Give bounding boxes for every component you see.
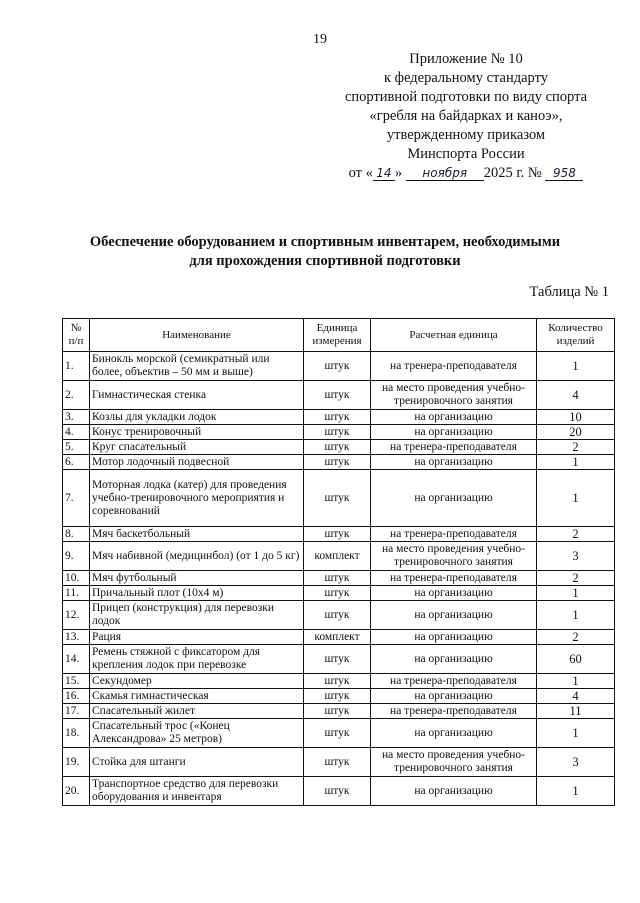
order-date-line xyxy=(330,164,602,183)
table-row xyxy=(63,410,615,425)
appendix-line-4: «гребля на байдарках и каноэ», xyxy=(369,108,563,124)
row-name: Мяч баскетбольный xyxy=(90,527,304,542)
row-unit: комплект xyxy=(304,542,371,571)
row-number: 19. xyxy=(63,748,90,777)
document-title xyxy=(60,233,590,271)
row-name: Спасательный трос («Конец Александрова» 25 метров) xyxy=(90,719,304,748)
row-quantity: 4 xyxy=(537,381,615,410)
row-quantity: 4 xyxy=(537,689,615,704)
row-calc-unit: на организацию xyxy=(371,777,537,806)
page-number: 19 xyxy=(313,32,327,47)
row-number: 13. xyxy=(63,630,90,645)
table-row xyxy=(63,630,615,645)
row-quantity: 20 xyxy=(537,425,615,440)
year-text: 2025 г. № xyxy=(483,165,542,181)
header-unit: Единица измерения xyxy=(304,319,371,352)
row-number: 16. xyxy=(63,689,90,704)
row-number: 12. xyxy=(63,601,90,630)
table-row xyxy=(63,425,615,440)
row-unit: штук xyxy=(304,410,371,425)
row-name: Ремень стяжной с фиксатором для крепления лодок при перевозке xyxy=(90,645,304,674)
table-row xyxy=(63,527,615,542)
row-name: Козлы для укладки лодок xyxy=(90,410,304,425)
row-unit: штук xyxy=(304,571,371,586)
row-name: Гимнастическая стенка xyxy=(90,381,304,410)
row-name: Стойка для штанги xyxy=(90,748,304,777)
header-quantity: Количество изделий xyxy=(537,319,615,352)
row-calc-unit: на место проведения учебно-тренировочного занятия xyxy=(371,542,537,571)
table-row xyxy=(63,689,615,704)
row-name: Скамья гимнастическая xyxy=(90,689,304,704)
row-unit: комплект xyxy=(304,630,371,645)
row-calc-unit: на организацию xyxy=(371,689,537,704)
table-row xyxy=(63,542,615,571)
table-row xyxy=(63,719,615,748)
row-name: Мяч футбольный xyxy=(90,571,304,586)
table-row xyxy=(63,748,615,777)
header-number: № п/п xyxy=(63,319,90,352)
handwritten-order-number: 958 xyxy=(545,167,583,181)
row-calc-unit: на тренера-преподавателя xyxy=(371,440,537,455)
row-name: Конус тренировочный xyxy=(90,425,304,440)
row-unit: штук xyxy=(304,470,371,527)
row-number: 1. xyxy=(63,352,90,381)
table-label: Таблица № 1 xyxy=(529,284,609,300)
table-row xyxy=(63,777,615,806)
row-calc-unit: на тренера-преподавателя xyxy=(371,704,537,719)
row-number: 20. xyxy=(63,777,90,806)
row-unit: штук xyxy=(304,748,371,777)
appendix-line-6: Минспорта России xyxy=(407,146,525,162)
row-unit: штук xyxy=(304,586,371,601)
row-quantity: 60 xyxy=(537,645,615,674)
row-number: 3. xyxy=(63,410,90,425)
row-calc-unit: на организацию xyxy=(371,601,537,630)
row-quantity: 2 xyxy=(537,527,615,542)
date-mid: » xyxy=(394,165,403,181)
header-name: Наименование xyxy=(90,319,304,352)
row-quantity: 2 xyxy=(537,630,615,645)
row-unit: штук xyxy=(304,601,371,630)
appendix-block xyxy=(330,50,602,183)
appendix-line-1: Приложение № 10 xyxy=(409,51,523,67)
row-number: 18. xyxy=(63,719,90,748)
table-row xyxy=(63,455,615,470)
row-name: Мотор лодочный подвесной xyxy=(90,455,304,470)
equipment-table xyxy=(62,318,615,806)
row-name: Бинокль морской (семикратный или более, объектив – 50 мм и выше) xyxy=(90,352,304,381)
handwritten-month: ноября xyxy=(406,167,484,181)
table-row xyxy=(63,571,615,586)
row-calc-unit: на организацию xyxy=(371,645,537,674)
appendix-line-5: утвержденному приказом xyxy=(386,127,546,143)
row-calc-unit: на организацию xyxy=(371,719,537,748)
row-number: 15. xyxy=(63,674,90,689)
row-unit: штук xyxy=(304,352,371,381)
row-quantity: 1 xyxy=(537,470,615,527)
appendix-line-2: к федеральному стандарту xyxy=(384,70,548,86)
row-number: 7. xyxy=(63,470,90,527)
row-quantity: 1 xyxy=(537,719,615,748)
row-quantity: 1 xyxy=(537,586,615,601)
row-unit: штук xyxy=(304,527,371,542)
table-header-row xyxy=(63,319,615,352)
row-quantity: 1 xyxy=(537,674,615,689)
row-number: 11. xyxy=(63,586,90,601)
row-number: 17. xyxy=(63,704,90,719)
row-number: 4. xyxy=(63,425,90,440)
appendix-line-3: спортивной подготовки по виду спорта xyxy=(344,89,588,105)
row-unit: штук xyxy=(304,777,371,806)
table-row xyxy=(63,674,615,689)
row-name: Мяч набивной (медицинбол) (от 1 до 5 кг) xyxy=(90,542,304,571)
row-unit: штук xyxy=(304,455,371,470)
row-name: Причальный плот (10х4 м) xyxy=(90,586,304,601)
row-quantity: 2 xyxy=(537,440,615,455)
row-calc-unit: на организацию xyxy=(371,630,537,645)
row-number: 9. xyxy=(63,542,90,571)
table-row xyxy=(63,352,615,381)
row-calc-unit: на организацию xyxy=(371,425,537,440)
row-unit: штук xyxy=(304,704,371,719)
table-row xyxy=(63,645,615,674)
row-number: 10. xyxy=(63,571,90,586)
row-name: Прицеп (конструкция) для перевозки лодок xyxy=(90,601,304,630)
row-quantity: 10 xyxy=(537,410,615,425)
row-name: Рация xyxy=(90,630,304,645)
header-calc-unit: Расчетная единица xyxy=(371,319,537,352)
row-quantity: 1 xyxy=(537,352,615,381)
row-unit: штук xyxy=(304,645,371,674)
row-calc-unit: на тренера-преподавателя xyxy=(371,571,537,586)
title-line-1: Обеспечение оборудованием и спортивным инвентарем, необходимыми xyxy=(89,234,561,250)
row-number: 5. xyxy=(63,440,90,455)
table-row xyxy=(63,381,615,410)
row-quantity: 2 xyxy=(537,571,615,586)
row-name: Секундомер xyxy=(90,674,304,689)
row-quantity: 1 xyxy=(537,601,615,630)
row-number: 2. xyxy=(63,381,90,410)
row-calc-unit: на организацию xyxy=(371,586,537,601)
title-line-2: для прохождения спортивной подготовки xyxy=(189,253,461,269)
row-quantity: 1 xyxy=(537,777,615,806)
table-row xyxy=(63,601,615,630)
row-name: Моторная лодка (катер) для проведения учебно-тренировочного мероприятия и соревнований xyxy=(90,470,304,527)
row-number: 6. xyxy=(63,455,90,470)
row-quantity: 11 xyxy=(537,704,615,719)
row-calc-unit: на тренера-преподавателя xyxy=(371,352,537,381)
table-row xyxy=(63,586,615,601)
row-unit: штук xyxy=(304,689,371,704)
row-unit: штук xyxy=(304,674,371,689)
row-number: 14. xyxy=(63,645,90,674)
row-name: Спасательный жилет xyxy=(90,704,304,719)
row-unit: штук xyxy=(304,381,371,410)
table-row xyxy=(63,704,615,719)
row-quantity: 3 xyxy=(537,542,615,571)
row-unit: штук xyxy=(304,440,371,455)
row-quantity: 3 xyxy=(537,748,615,777)
table-row xyxy=(63,470,615,527)
date-prefix: от « xyxy=(348,165,373,181)
row-name: Транспортное средство для перевозки оборудования и инвентаря xyxy=(90,777,304,806)
row-calc-unit: на организацию xyxy=(371,410,537,425)
row-calc-unit: на организацию xyxy=(371,455,537,470)
row-calc-unit: на место проведения учебно-тренировочного занятия xyxy=(371,748,537,777)
table-row xyxy=(63,440,615,455)
row-number: 8. xyxy=(63,527,90,542)
row-unit: штук xyxy=(304,425,371,440)
row-calc-unit: на организацию xyxy=(371,470,537,527)
handwritten-day: 14 xyxy=(373,167,395,181)
row-calc-unit: на тренера-преподавателя xyxy=(371,527,537,542)
row-calc-unit: на место проведения учебно-тренировочного занятия xyxy=(371,381,537,410)
row-calc-unit: на тренера-преподавателя xyxy=(371,674,537,689)
row-quantity: 1 xyxy=(537,455,615,470)
row-name: Круг спасательный xyxy=(90,440,304,455)
row-unit: штук xyxy=(304,719,371,748)
